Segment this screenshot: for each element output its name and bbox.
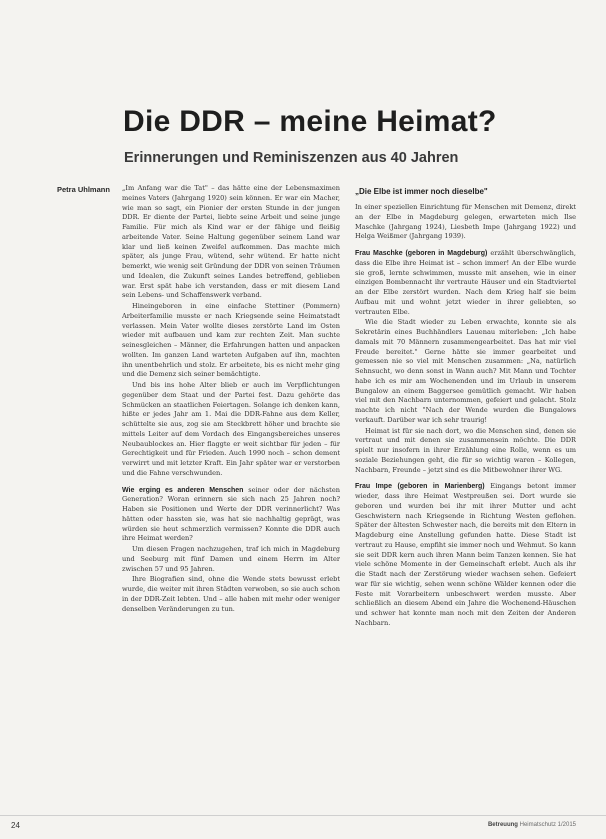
footer-divider bbox=[0, 815, 606, 816]
paragraph-text: Eingangs betont immer wieder, dass ihre Heimat Westpreußen sei. Dort wurde sie geboren und wurden bei ihr mit ihrer Mutter und acht Geschwistern nach Kriegsende in Richtung Westen geflohen. Später der ältesten Schwester nach, die bereits mit den Eltern in Magdeburg eine Anstellung gefunden hatte. Diese Stadt ist vertraut zu Hause, empfiht sie immer noch und Wehmut. So kann sie seit DDR kern auch ihren Mann beim Tanzen kennen. Sie hat viele schöne Momente in der Gemeinschaft erlebt. Auch als ihr die Stadt nach der Zerstörung wieder wachsen sehen. Gefeiert war für sie wichtig, sehen wenn schöne Wälder kennen oder die Feste mit Vorarbeitern unbeschwert werden musste. Aber schließlich an diesem Abend ein Jahre die Wochenend-Häuschen und schwer hat konnte man noch mit den Zeiten der Anderen Nachbarn. bbox=[355, 482, 576, 627]
journal-name: Betreuung bbox=[487, 822, 518, 828]
paragraph: Heimat ist für sie nach dort, wo die Menschen sind, denen sie vertraut und mit denen sie zusammensein möchte. Die DDR spielt nur insofern in ihrer Erzählung eine Rolle, wenn es um soziale Beziehungen geht, die für so wichtig waren – Kollegen, Nachbarn, Freunde – jetzt sind es die Mitbewohner ihrer WG. bbox=[355, 426, 576, 474]
paragraph-lead: Frau Impe (geboren in Marienberg) bbox=[355, 483, 485, 491]
paragraph: Ihre Biografien sind, ohne die Wende stets bewusst erlebt wurde, die weiter mit ihren Städten verwoben, so sie auch schon in der DDR-Zeit lebten. Und – alle haben mit mehr oder weniger denselben Veränderungen zu tun. bbox=[122, 575, 340, 613]
paragraph-lead: Frau Maschke (geboren in Magdeburg) bbox=[355, 250, 488, 257]
paragraph bbox=[355, 482, 576, 628]
journal-footer bbox=[488, 822, 576, 828]
paragraph: Um diesen Fragen nachzugehen, traf ich mich in Magdeburg und Seeburg mit fünf Damen und einem Herrn im Alter zwischen 57 und 95 Jahren. bbox=[122, 545, 340, 573]
section-heading: „Die Elbe ist immer noch dieselbe" bbox=[355, 187, 488, 196]
paragraph bbox=[122, 486, 340, 545]
paragraph: In einer speziellen Einrichtung für Menschen mit Demenz, direkt an der Elbe in Magdeburg gelegen, erwarteten mich Ilse Maschke (Jahrgang 1924), Liesbeth Impe (Jahrgang 1922) und Helga Weißmer (Jahrgang 1939). bbox=[355, 203, 576, 241]
section-lead-heading: Wie erging es anderen Menschen bbox=[122, 486, 244, 494]
article-subtitle: Erinnerungen und Reminiszenzen aus 40 Jahren bbox=[124, 150, 459, 166]
author-name: Petra Uhlmann bbox=[57, 185, 110, 194]
page-number: 24 bbox=[11, 821, 20, 830]
paragraph-text: seiner oder der nächsten Generation? Woran erinnern sie sich nach 25 Jahren noch? Haben sie Positionen und Werte der DDR verinnerlicht? Was hätten oder hassten sie, was hat sie nachhaltig geprägt, was würden sie heut schmerzlich vermissen? Konnte die DDR auch ihre Heimat werden? bbox=[122, 485, 340, 543]
article-title: Die DDR – meine Heimat? bbox=[123, 105, 497, 138]
paragraph-text: erzählt überschwänglich, dass die Elbe ihre Heimat ist – schon immer! An der Elbe wurde sie groß, lernte schwimmen, musste mit ansehen, wie in einer einzigen Bombennacht ihr vertraute Häuser und ein Stadtviertel an der Elbe zerstört wurden. Nach dem Krieg half sie beim Aufbau mit und wohnt jetzt wieder in ihrer geliebten, so vertrauten Elbe. bbox=[355, 249, 576, 316]
left-text-column bbox=[122, 184, 340, 814]
right-text-column bbox=[355, 184, 576, 814]
paragraph: Wie die Stadt wieder zu Leben erwachte, konnte sie als Sekretärin eines Buchhändlers Lauenau miterleben: „Ich habe damals mit 70 Männern zusammengearbeitet. Das hat mir viel Freude bereitet." Gerne hätte sie immer gearbeitet und gemessen nie so viel mit Menschen zusammen: „Na, natürlich Sehnsucht, wo denn sonst in Wann auch? Mit Mann und Tochter habe ich es mir am Wochenenden und im Urlaub in unserem Bungalow an einem Baggersee gemütlich gemacht. Wir haben viel mit den Nachbarn unternommen, gefeiert und gelacht. Stolz machte ich nicht "Nach der Wende wurden die Bungalows verkauft. Darüber war ich sehr traurig! bbox=[355, 318, 576, 424]
journal-issue: Heimatschutz 1/2015 bbox=[519, 822, 576, 828]
paragraph: Und bis ins hohe Alter blieb er auch im Verpflichtungen gegenüber dem Staat und der Partei fest. Dazu gehörte das Schmücken an staatlichen Feiertagen. Solange ich denken kann, hißte er jedes Jahr am 1. Mai die DDR-Fahne aus dem Keller, schüttelte sie aus, zog sie am Steckbrett höher und brachte sie mittels Leiter auf dem Vordach des Eingangsbereiches unseres Neubaublockes an. Hier flaggte er weit sichtbar für jeden – für Gerechtigkeit und für Frieden. Auch 1990 noch – schon dement verwirrt und mit letzter Kraft. Ein Jahr später war er verstorben und die Fahne verschwunden. bbox=[122, 381, 340, 477]
paragraph: Hineingeboren in eine einfache Stettiner (Pommern) Arbeiterfamilie musste er nach Kriegsende seine Heimatstadt verlassen. Mein Vater wollte dieses zerstörte Land im Osten wieder mit aufbauen und kam zur rechten Zeit. Man suchte seinesgleichen – Männer, die Erfahrungen hatten und anpacken wollten. Im ganzen Land warteten Aufgaben auf ihn, machten ihn unentbehrlich und stolz. Er arbeitete, bis es nicht mehr ging und die Demenz sich seiner bemächtigte. bbox=[122, 302, 340, 379]
paragraph: „Im Anfang war die Tat" – das hätte eine der Lebensmaximen meines Vaters (Jahrgang 1920) sein können. Er war ein Macher, wie man so sagt, ein Pionier der ersten Stunde in der jungen DDR. Er diente der Partei, liebte seine Arbeit und seine junge Familie. Für mich als Kind war er der fähige und fleißig arbeitende Vater. Seine Haltung gegenüber seinem Land war klar und ließ keinen Zweifel aufkommen. Das machte mich später, als junge Frau, wütend, sehr wütend. Er hatte nicht bemerkt, wie wenig seit Gründung der DDR von seinen Träumen und Idealen, die Zukunft seines Landes betreffend, geblieben war. Erst spät habe ich verstanden, dass er mit diesem Land sein Lebens- und Schaffenswerk verband. bbox=[122, 184, 340, 300]
paragraph bbox=[355, 249, 576, 317]
